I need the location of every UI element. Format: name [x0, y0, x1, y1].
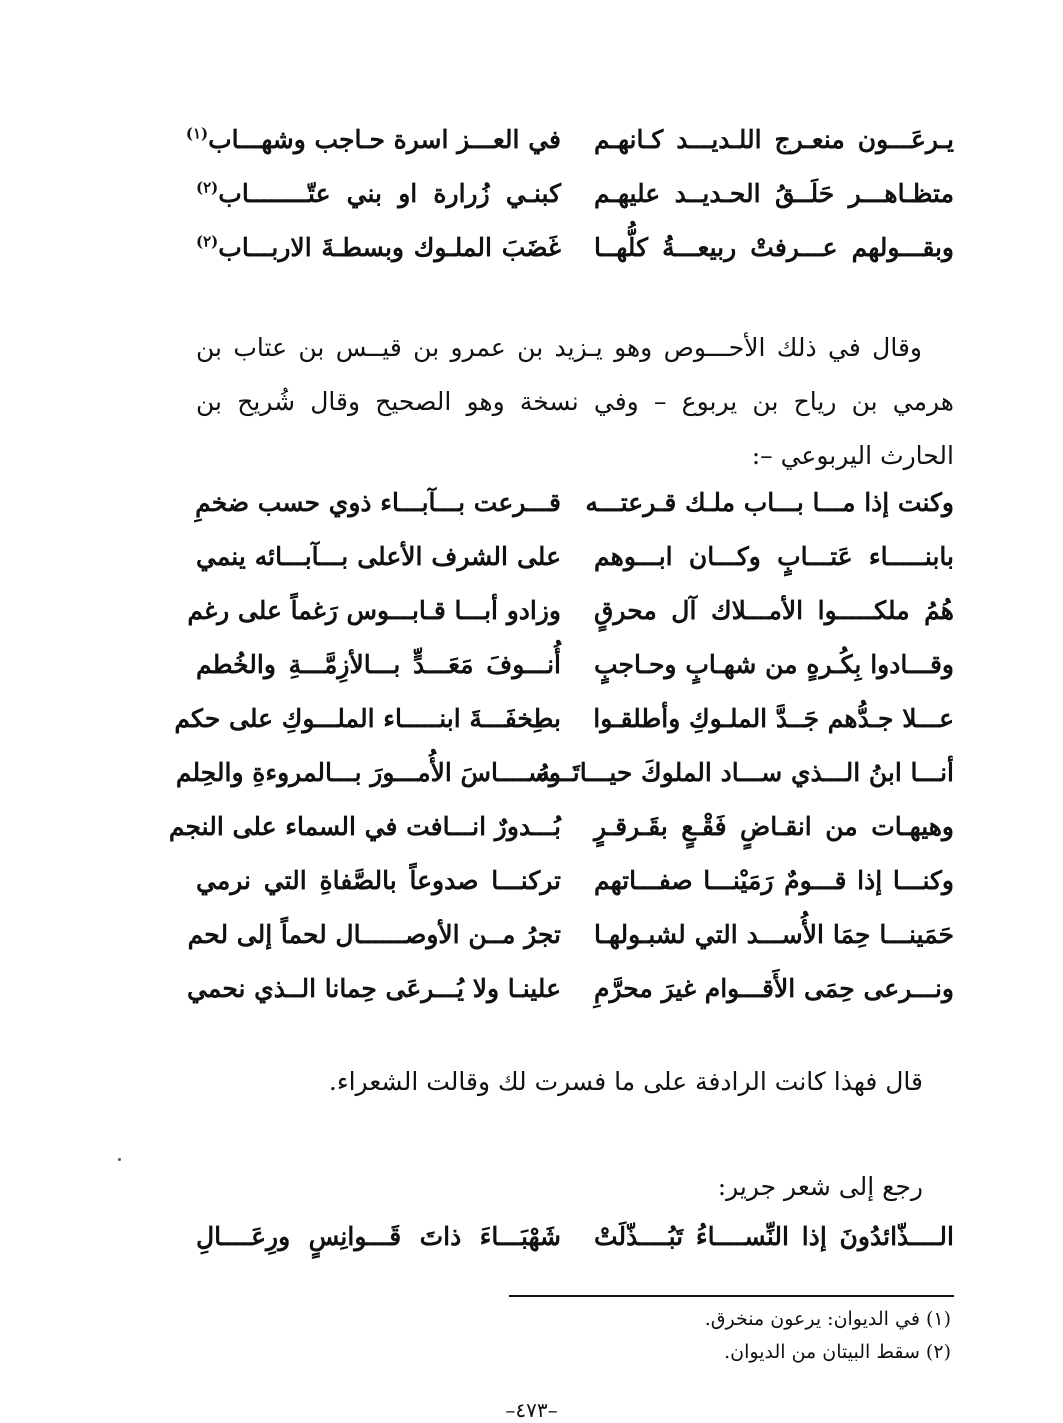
section-heading: رجع إلى شعر جرير: [717, 1172, 923, 1201]
hemistich-sadr: وبقـــولهم عـــرفتْ ربيعـــةُ كلُّهــا [594, 233, 954, 262]
hemistich-text: كبنـي زُرارة او بني عتّــــــــاب [218, 179, 561, 208]
footnote: (١) في الديوان: يرعون منخرق. [704, 1308, 951, 1330]
hemistich-sadr: عـــلا جـدُّهم جَــدَّ الملـوكِ وأطلقـوا [593, 704, 954, 733]
hemistich-ajuz: على الشرف الأعلى بـــآبـــائه ينمي [196, 542, 561, 571]
hemistich-sadr: وكنت إذا مـــا بـــاب ملـك قـرعتـــه [585, 488, 954, 517]
footnote-marker: (٢) [196, 178, 219, 197]
verse [196, 638, 954, 692]
closing-statement: قال فهذا كانت الرادفة على ما فسرت لك وقالت الشعراء. [328, 1067, 923, 1096]
hemistich-ajuz: شَهْبَـــاءَ ذاتَ قَـــوانِسٍ ورِعَــــالِ [196, 1222, 561, 1251]
hemistich-sadr: متظـاهـــر حَلَــقُ الحـديــد عليهـم [594, 179, 954, 208]
verse [196, 167, 954, 221]
hemistich-ajuz: بطِخفَـــةَ ابنـــــاء الملـــوكِ على حكم [174, 704, 561, 733]
hemistich-sadr: هُمُ ملكـــــوا الأمـــلاك آل محرقٍ [594, 596, 954, 625]
hemistich-sadr: يـرعَـــون منعـرج اللـديـــد كـانهـم [594, 125, 954, 154]
verse [168, 800, 954, 854]
hemistich-text: غَضَبَ الملـوك وبسطـةَ الاربـــاب [218, 233, 561, 262]
verse [187, 962, 954, 1016]
hemistich-ajuz: وســــاسَ الأُمـــورَ بـــالمروءةِ والحِلم [175, 758, 561, 787]
verse [196, 530, 954, 584]
hemistich-ajuz: قـــرعت بـــآبـــاء ذوي حسب ضخمِ [195, 488, 561, 517]
hemistich-ajuz [196, 221, 561, 275]
scan-speck [118, 1158, 121, 1161]
prose-paragraph [196, 321, 954, 483]
prose-line: هرمي بن رياح بن يربوع – وفي نسخة وهو الصحيح وقال شُريح بن [196, 387, 954, 416]
verse [196, 476, 954, 530]
footnote-separator [509, 1295, 954, 1297]
hemistich-ajuz: أُنـــوفَ مَعَـــدٍّ بـــالأزِمَّـــةِ والخُطم [196, 650, 561, 679]
verse [174, 692, 954, 746]
hemistich-ajuz: وزادو أبـــا قـابـــوس رَغماً على رغم [187, 596, 561, 625]
hemistich-sadr: الــــذّائدُونَ إذا النِّســــاءُ تَبُــــذّلَتْ [594, 1222, 954, 1251]
hemistich-sadr: ونـــرعى حِمَى الأَقـــوام غيرَ محرَّمِ [594, 974, 954, 1003]
verse [187, 584, 954, 638]
hemistich-ajuz: تجرُ مــن الأوصــــــال لحماً إلى لحم [187, 920, 561, 949]
poem-block-3 [196, 1210, 954, 1264]
hemistich-ajuz [185, 113, 561, 167]
footnote-marker: (١) [185, 124, 209, 143]
verse [175, 746, 954, 800]
footnote: (٢) سقط البيتان من الديوان. [724, 1341, 951, 1363]
hemistich-sadr: بابنـــــاء عَتـــابٍ وكـــان ابـــوهم [594, 542, 954, 571]
hemistich-sadr: وكنـــا إذا قـــومٌ رَمَيْنـــا صفـــاتهم [594, 866, 954, 895]
hemistich-sadr: أنـــا ابنُ الـــذي ســـاد الملوكَ حيـــاتَـــهُ [537, 758, 954, 787]
prose-line: وقال في ذلك الأحـــوص وهو يـزيد بن عمرو بن قيــس بن عتاب بن [196, 333, 922, 362]
hemistich-ajuz [196, 167, 561, 221]
prose-line: الحارث اليربوعي –: [751, 441, 954, 470]
verse [196, 221, 954, 275]
poem-block-1 [185, 113, 954, 275]
footnotes [506, 1303, 951, 1369]
footnote-marker: (٢) [196, 232, 219, 251]
hemistich-sadr: وهيهـات من انقـاضٍ فَقْـعٍ بقَـرقـرٍ [594, 812, 954, 841]
hemistich-sadr: حَمَينـــا حِمَا الأُســـد التي لشبـولهـا [594, 920, 954, 949]
verse [196, 1210, 954, 1264]
page-number: –٤٧٣– [505, 1398, 558, 1422]
poem-block-2 [168, 476, 954, 1016]
hemistich-ajuz: تركنـــا صدوعاً بالصَّفاةِ التي نرمي [196, 866, 561, 895]
hemistich-sadr: وقـــادوا بِكُـرهٍ من شهـابٍ وحـاجبٍ [594, 650, 954, 679]
hemistich-ajuz: بُـــدورٌ انـــافت في السماء على النجم [168, 812, 561, 841]
verse [185, 113, 954, 167]
hemistich-text: في العـــز اسرة حـاجب وشهـــاب [208, 125, 561, 154]
verse [196, 854, 954, 908]
verse [187, 908, 954, 962]
hemistich-ajuz: علينـا ولا يُـــرعَى حِمانا الــذي نحمي [187, 974, 561, 1003]
